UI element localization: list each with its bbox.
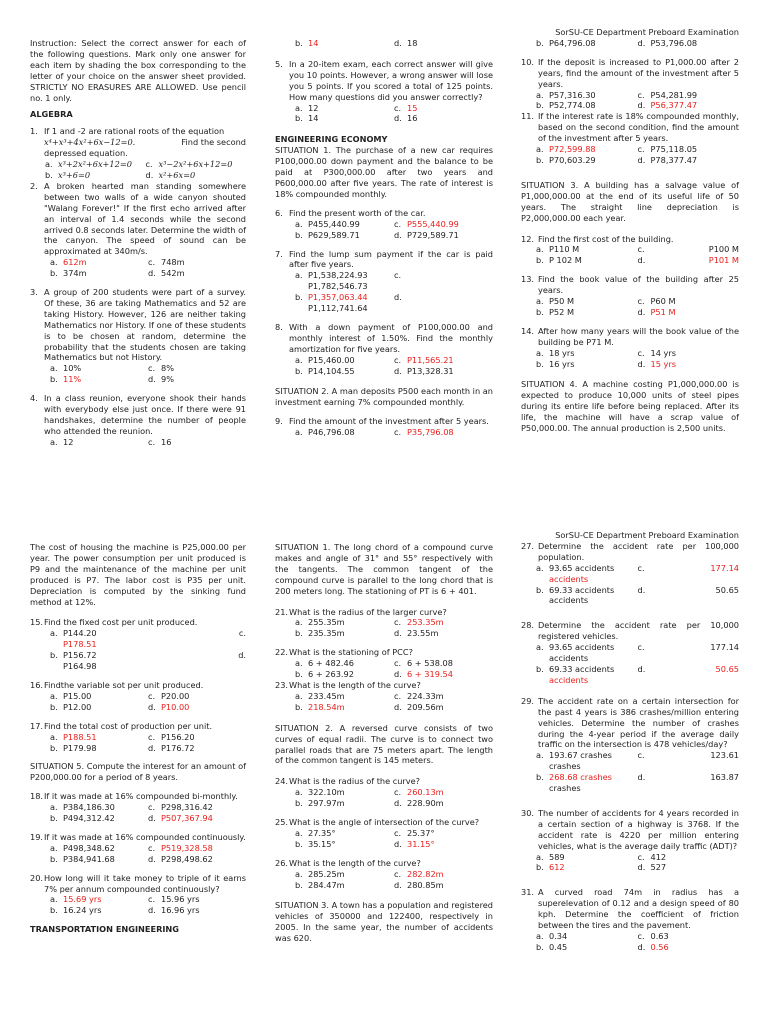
option-d[interactable]: P507,367.94 xyxy=(161,813,213,824)
option-d[interactable]: P164.98 xyxy=(63,661,97,672)
option-c[interactable]: P156.20 xyxy=(161,731,195,742)
question-18-options: a. P384,186.30 c. P298,316.42 b. P494,312.42 d. P507,367.94 xyxy=(50,802,213,824)
question-23: 23. What is the length of the curve? xyxy=(275,679,421,690)
option-d[interactable]: 163.87 xyxy=(710,772,739,783)
equation: x⁴+x³+4x²+6x−12=0. xyxy=(44,137,136,148)
situation-2-text: SITUATION 2. A man deposits P500 each month in an investment earning 7% compounded monthly. xyxy=(275,386,493,408)
situation-4-text: SITUATION 4. A machine costing P1,000,000.00 is expected to produce 10,000 units of steel pipes during its entire life before being replaced. After its life, the machine will have a scrap value of P50,000.00. The annual production is 2,500 units. xyxy=(521,379,739,434)
question-18: 18. If it was made at 16% compounded bi-monthly. xyxy=(30,791,238,802)
option-c[interactable]: 0.63 xyxy=(650,931,669,941)
question-16: 16. Findthe variable sot per unit produced. xyxy=(30,679,204,690)
question-7-options: a. P1,538,224.93 c. P1,782,546.73 b. P1,357,063.44 d. P1,112,741.64 xyxy=(295,270,402,314)
page2-column-2 xyxy=(275,542,493,944)
page1-column-1 xyxy=(30,38,246,448)
option-b[interactable]: x³+6=0 xyxy=(58,169,91,180)
question-26-options: a. 285.25m c. 282.82m b. 284.47m d. 280.85m xyxy=(295,868,444,890)
option-b[interactable]: 11% xyxy=(63,374,82,385)
question-7: 7. Find the lump sum payment if the car is paid after five years. xyxy=(275,248,493,270)
situation-4-continued: The cost of housing the machine is P25,000.00 per year. The power consumption per unit produced is P9 and the maintenance of the machine per unit produced is P7. The labor cost is P35 per unit. Depreciation is computed by the sinking fund method at 12%. xyxy=(30,542,246,607)
option-c[interactable]: 15.96 yrs xyxy=(161,894,200,905)
option-d[interactable]: P101 M xyxy=(708,255,739,266)
option-b[interactable]: P12.00 xyxy=(63,701,92,712)
option-d[interactable]: P56,377.47 xyxy=(650,100,698,111)
question-9-options-cont: b. P64,796.08 d. P53,796.08 xyxy=(536,37,698,48)
option-b[interactable]: 16.24 yrs xyxy=(63,905,102,916)
option-c[interactable]: 282.82m xyxy=(407,868,444,879)
option-d[interactable]: 31.15° xyxy=(407,838,435,849)
option-c[interactable]: 177.14 xyxy=(710,642,739,653)
option-a[interactable]: 612m xyxy=(63,257,87,268)
option-a[interactable]: 589 xyxy=(549,851,565,862)
option-b[interactable]: 35.15° xyxy=(308,838,336,849)
option-b[interactable]: P64,796.08 xyxy=(549,37,596,48)
option-a[interactable]: 233.45m xyxy=(308,690,345,701)
option-a[interactable]: 6 + 482.46 xyxy=(308,658,354,669)
option-b[interactable]: 297.97m xyxy=(308,798,345,809)
option-c[interactable]: 412 xyxy=(650,851,667,862)
instruction-text: Instruction: Select the correct answer for each of the following questions. Mark only one answer for each item by shading the box corresponding to the letter of your choice on the answer sheet provided. STRICTLY NO ERASURES ARE ALLOWED. Use pencil no. 1 only. xyxy=(30,38,246,103)
option-a[interactable]: P50 M xyxy=(549,296,575,307)
option-b[interactable]: P 102 M xyxy=(549,255,582,266)
option-d[interactable]: P1,112,741.64 xyxy=(308,303,368,314)
option-a[interactable]: P188.51 xyxy=(63,731,97,742)
option-c[interactable]: 16 xyxy=(161,436,172,447)
option-b[interactable]: 6 + 263.92 xyxy=(308,669,354,680)
question-10-options: a. P57,316.30 c. P54,281.99 b. P52,774.08 d. P56,377.47 xyxy=(536,89,698,111)
question-12: 12. Find the first cost of the building. xyxy=(521,233,674,244)
option-b[interactable]: 612 xyxy=(549,862,565,873)
option-b[interactable]: 69.33 accidents xyxy=(549,663,615,674)
option-b[interactable]: P70,603.29 xyxy=(549,154,596,165)
option-a[interactable]: P72,599.88 xyxy=(549,144,596,155)
page2-column-1 xyxy=(30,542,246,935)
question-12-options: a. P110 M c. P100 M b. P 102 M d. P101 M xyxy=(536,244,739,266)
question-11: 11. If the interest rate is 18% compounded monthly, based on the second condition, find the amount of the investment after 5 years. xyxy=(521,111,739,144)
question-20: 20. How long will it take money to triple of it earns 7% per annum compounded continuously? xyxy=(30,872,246,894)
option-d[interactable]: 15 yrs xyxy=(650,358,676,369)
option-b[interactable]: P494,312.42 xyxy=(63,813,115,824)
option-d[interactable]: 50.65 xyxy=(715,663,739,674)
option-a[interactable]: 15.69 yrs xyxy=(63,894,102,905)
question-24-options: a. 322.10m c. 260.13m b. 297.97m d. 228.90m xyxy=(295,787,444,809)
option-c[interactable]: P178.51 xyxy=(63,639,97,650)
option-d[interactable]: 228.90m xyxy=(407,798,444,809)
question-13-options: a. P50 M c. P60 M b. P52 M d. P51 M xyxy=(536,296,676,317)
option-d[interactable]: 16 xyxy=(407,113,418,124)
option-d[interactable]: P51 M xyxy=(650,306,676,317)
option-d[interactable]: P78,377.47 xyxy=(650,154,698,165)
question-15-options: a. P144.20 c. P178.51 b. P156.72 d. P164.98 xyxy=(50,628,246,672)
question-30-options: a. 589 c. 412 b. 612 d. 527 xyxy=(536,851,667,873)
option-b[interactable]: P14,104.55 xyxy=(308,365,355,376)
question-8-options: a. P15,460.00 c. P11,565.21 b. P14,104.55 d. P13,328.31 xyxy=(295,354,454,376)
option-d[interactable]: P53,796.08 xyxy=(650,37,698,48)
option-a[interactable]: x³+2x²+6x+12=0 xyxy=(58,159,132,170)
question-22-options: a. 6 + 482.46 c. 6 + 538.08 b. 6 + 263.92 d. 6 + 319.54 xyxy=(295,658,453,680)
option-a[interactable]: 322.10m xyxy=(308,787,345,798)
option-a[interactable]: P15.00 xyxy=(63,690,92,701)
option-b[interactable]: 16 yrs xyxy=(549,358,575,369)
option-b[interactable]: P179.98 xyxy=(63,742,97,753)
option-a[interactable]: 193.67 crashes xyxy=(549,750,612,761)
option-b[interactable]: 284.47m xyxy=(308,879,345,890)
transport-situation-2-text: SITUATION 2. A reversed curve consists of two curves of equal radii. The curve is to connect two parallel roads that are 75 meters apart. The length of the common tangent is 145 meters. xyxy=(275,722,493,766)
option-b[interactable]: 14 xyxy=(308,113,319,124)
question-22: 22. What is the stationing of PCC? xyxy=(275,647,413,658)
option-a[interactable]: 285.25m xyxy=(308,868,345,879)
question-20-options: a. 15.69 yrs c. 15.96 yrs b. 16.24 yrs d. 16.96 yrs xyxy=(50,894,200,916)
question-3-options: a. 10% c. 8% b. 11% d. 9% xyxy=(50,363,174,385)
option-b[interactable]: P1,357,063.44 xyxy=(308,292,368,303)
page2-column-3 xyxy=(521,530,739,953)
question-1: 1. If 1 and -2 are rational roots of the equation x⁴+x³+4x²+6x−12=0. Find the second depressed equation. xyxy=(30,126,246,159)
option-a[interactable]: P144.20 xyxy=(63,628,97,639)
option-c[interactable]: P35,796.08 xyxy=(407,427,454,438)
option-d[interactable]: 50.65 xyxy=(715,584,739,595)
question-1-options: a. x³+2x²+6x+12=0 c. x³−2x²+6x+12=0 b. x³+6=0 d. x²+6x=0 xyxy=(45,159,233,180)
option-b[interactable]: 268.68 crashes xyxy=(549,772,612,783)
question-11-options: a. P72,599.88 c. P75,118.05 b. P70,603.29 d. P78,377.47 xyxy=(536,144,698,165)
question-6-options: a. P455,440.99 c. P555,440.99 b. P629,589.71 d. P729,589.71 xyxy=(295,218,459,240)
page1-column-2 xyxy=(275,38,493,438)
question-2: 2. A broken hearted man standing somewhere between two walls of a wide canyon shouted "Walang Forever!" If the first echo arrived after an interval of 1.4 seconds while the second arrived 0.8 seconds later. Determine the width of the canyon. The speed of sound can be approximated at 340m/s. xyxy=(30,180,246,257)
situation-1-text: SITUATION 1. The purchase of a new car requires P100,000.00 down payment and the balance to be paid at P300,000.00 after two years and P600,000.00 after five years. The rate of interest is 18% compounded monthly. xyxy=(275,145,493,199)
option-c[interactable]: P100 M xyxy=(708,244,739,255)
option-b[interactable]: 235.35m xyxy=(308,628,345,639)
option-d[interactable]: 16.96 yrs xyxy=(161,905,200,916)
option-b[interactable]: P156.72 xyxy=(63,650,97,661)
question-27-options: a. 93.65 accidents c. 177.14 accidents b. 69.33 accidents d. 50.65 accidents xyxy=(536,562,739,606)
option-a[interactable]: P110 M xyxy=(549,244,580,255)
question-3: 3. A group of 200 students were part of a survey. Of these, 36 are taking Mathematics and 52 are taking History. However, 126 are neither taking Mathematics nor History. If one of these students is to be chosen at random, determine the probability that the students chosen are taking Mathematics but not History. xyxy=(30,287,246,363)
option-c[interactable]: 6 + 538.08 xyxy=(407,658,453,669)
option-b[interactable]: P629,589.71 xyxy=(308,229,360,240)
question-23-options: a. 233.45m c. 224.33m b. 218.54m d. 209.56m xyxy=(295,690,444,712)
option-d[interactable]: x²+6x=0 xyxy=(158,169,196,180)
option-d[interactable]: P298,498.62 xyxy=(161,853,213,864)
question-28-options: a. 93.65 accidents c. 177.14 accidents b. 69.33 accidents d. 50.65 accidents xyxy=(536,642,739,685)
question-9-options: a. P46,796.08 c. P35,796.08 xyxy=(295,427,454,438)
option-a[interactable]: P455,440.99 xyxy=(308,218,360,229)
question-19-options: a. P498,348.62 c. P519,328.58 b. P384,941.68 d. P298,498.62 xyxy=(50,842,213,864)
question-16-options: a. P15.00 c. P20.00 b. P12.00 d. P10.00 xyxy=(50,690,190,712)
question-24: 24. What is the radius of the curve? xyxy=(275,776,421,787)
question-14: 14. After how many years will the book value of the building be P71 M. xyxy=(521,325,739,347)
question-29-options: a. 193.67 crashes c. 123.61 crashes b. 268.68 crashes d. 163.87 crashes xyxy=(536,750,739,794)
option-d[interactable]: 527 xyxy=(650,862,667,873)
option-c[interactable]: P555,440.99 xyxy=(407,218,459,229)
question-31: 31. A curved road 74m in radius has a superelevation of 0.12 and a design speed of 80 kph. Determine the coefficient of friction between the tires and the pavement. xyxy=(521,887,739,931)
transport-situation-1-text: SITUATION 1. The long chord of a compound curve makes and angle of 31° and 55° respectively with the tangents. The common tangent of the compound curve is parallel to the long chord that is 200 meters long. The stationing of PT is 6 + 401. xyxy=(275,542,493,596)
option-b[interactable]: 0.45 xyxy=(549,941,568,952)
option-c[interactable]: P60 M xyxy=(650,296,676,307)
transport-situation-3-text: SITUATION 3. A town has a population and registered vehicles of 350000 and 122400, respectively in 2005. In the same year, the number of accidents was 620. xyxy=(275,900,493,944)
option-a[interactable]: P384,186.30 xyxy=(63,802,115,813)
option-b[interactable]: 374m xyxy=(63,268,87,279)
exam-header-page-2: SorSU-CE Department Preboard Examination xyxy=(555,530,739,540)
option-d[interactable]: 280.85m xyxy=(407,879,444,890)
question-27: 27. Determine the accident rate per 100,000 population. xyxy=(521,540,739,562)
question-17: 17. Find the total cost of production per unit. xyxy=(30,720,213,731)
option-d[interactable]: 542m xyxy=(161,268,185,279)
option-d[interactable]: 9% xyxy=(161,374,174,385)
option-b[interactable]: P52,774.08 xyxy=(549,100,596,111)
option-d[interactable]: P729,589.71 xyxy=(407,229,459,240)
section-title-transportation: TRANSPORTATION ENGINEERING xyxy=(30,924,179,935)
option-a[interactable]: 12 xyxy=(63,436,74,447)
option-d[interactable]: P10.00 xyxy=(161,701,190,712)
option-c[interactable]: 224.33m xyxy=(407,690,444,701)
question-29: 29. The accident rate on a certain intersection for the past 4 years is 386 crashes/million entering vehicles. Determine the number of crashes during the 4-year period if the average daily traffic on the intersection is 478 vehicles/day? xyxy=(521,695,739,750)
question-4: 4. In a class reunion, everyone shook their hands with everybody else just once. If there were 91 handshakes, determine the number of people who attended the reunion. xyxy=(30,393,246,436)
question-9: 9. Find the amount of the investment after 5 years. xyxy=(275,416,489,427)
question-14-options: a. 18 yrs c. 14 yrs b. 16 yrs d. 15 yrs xyxy=(536,347,676,369)
option-b[interactable]: 69.33 accidents xyxy=(549,584,615,595)
question-6: 6. Find the present worth of the car. xyxy=(275,207,426,218)
section-title-engineering-economy: ENGINEERING ECONOMY xyxy=(275,134,388,145)
option-b[interactable]: P384,941.68 xyxy=(63,853,115,864)
question-25-options: a. 27.35° c. 25.37° b. 35.15° d. 31.15° xyxy=(295,827,435,849)
question-5: 5. In a 20-item exam, each correct answer will give you 10 points. However, a wrong answer will lose you 5 points. If you scored a total of 125 points. How many questions did you answer correctly? xyxy=(275,58,493,102)
section-title-algebra: ALGEBRA xyxy=(30,109,73,120)
page1-column-3 xyxy=(521,27,739,434)
option-c[interactable]: 260.13m xyxy=(407,787,444,798)
option-a[interactable]: P498,348.62 xyxy=(63,842,115,853)
option-c[interactable]: P1,782,546.73 xyxy=(308,281,368,292)
situation-5-text: SITUATION 5. Compute the interest for an amount of P200,000.00 for a period of 8 years. xyxy=(30,761,246,783)
option-d[interactable]: P176.72 xyxy=(161,742,195,753)
question-25: 25. What is the angle of intersection of the curve? xyxy=(275,817,480,828)
question-30: 30. The number of accidents for 4 years recorded in a certain section of a highway is 3768. If the accident rate is 4220 per million entering vehicles, what is the average daily traffic (ADT)? xyxy=(521,807,739,851)
question-19: 19. If it was made at 16% compounded continuously. xyxy=(30,831,246,842)
option-a[interactable]: 93.65 accidents xyxy=(549,562,615,573)
question-4-options-cont: b. 14 d. 18 xyxy=(295,38,418,48)
option-a[interactable]: 18 yrs xyxy=(549,347,575,358)
option-d[interactable]: 6 + 319.54 xyxy=(407,669,453,680)
option-b[interactable]: 14 xyxy=(308,38,319,48)
option-d[interactable]: 23.55m xyxy=(407,628,439,639)
option-a[interactable]: P57,316.30 xyxy=(549,89,596,100)
question-5-options: a. 12 c. 15 b. 14 d. 16 xyxy=(295,102,418,124)
option-c[interactable]: 748m xyxy=(161,257,185,268)
option-c[interactable]: P75,118.05 xyxy=(650,144,698,155)
option-b[interactable]: 218.54m xyxy=(308,701,345,712)
option-c[interactable]: P519,328.58 xyxy=(161,842,213,853)
option-a[interactable]: 255.35m xyxy=(308,617,345,628)
question-26: 26. What is the length of the curve? xyxy=(275,857,421,868)
question-4-options: a. 12 c. 16 xyxy=(50,436,172,447)
option-d[interactable]: 0.56 xyxy=(650,941,669,952)
option-b[interactable]: P52 M xyxy=(549,306,575,317)
option-a[interactable]: 12 xyxy=(308,102,319,113)
option-c[interactable]: x³−2x²+6x+12=0 xyxy=(158,159,233,170)
option-c[interactable]: P11,565.21 xyxy=(407,354,454,365)
question-28: 28. Determine the accident rate per 10,000 registered vehicles. xyxy=(521,620,739,642)
option-d[interactable]: P13,328.31 xyxy=(407,365,454,376)
option-a[interactable]: 0.34 xyxy=(549,931,568,941)
option-c[interactable]: 8% xyxy=(161,363,174,374)
question-31-options: a. 0.34 c. 0.63 b. 0.45 d. 0.56 xyxy=(536,931,669,952)
question-21-options: a. 255.35m c. 253.35m b. 235.35m d. 23.55m xyxy=(295,617,444,639)
option-a[interactable]: 27.35° xyxy=(308,827,336,838)
option-c[interactable]: 14 yrs xyxy=(650,347,676,358)
option-d[interactable]: 18 xyxy=(407,38,418,48)
option-c[interactable]: 15 xyxy=(407,102,418,113)
option-c[interactable]: P298,316.42 xyxy=(161,802,213,813)
question-10: 10. If the deposit is increased to P1,000.00 after 2 years, find the amount of the investment after 5 years. xyxy=(521,56,739,89)
question-8: 8. With a down payment of P100,000.00 and monthly interest of 1.50%. Find the monthly amortization for five years. xyxy=(275,321,493,354)
option-a[interactable]: P46,796.08 xyxy=(308,427,355,438)
option-c[interactable]: P54,281.99 xyxy=(650,89,698,100)
option-c[interactable]: 25.37° xyxy=(407,827,435,838)
exam-header: SorSU-CE Department Preboard Examination xyxy=(555,27,739,37)
question-21: 21. What is the radius of the larger curve? xyxy=(275,606,447,617)
option-a[interactable]: P15,460.00 xyxy=(308,354,355,365)
exam-page-2 xyxy=(0,512,768,1024)
situation-3-text: SITUATION 3. A building has a salvage value of P1,000,000.00 at the end of its useful life of 50 years. The straight line depreciation is P2,000,000.00 each year. xyxy=(521,179,739,223)
question-17-options: a. P188.51 c. P156.20 b. P179.98 d. P176.72 xyxy=(50,731,195,753)
option-c[interactable]: 177.14 xyxy=(710,562,739,573)
question-15: 15. Find the fixed cost per unit produced. xyxy=(30,617,198,628)
option-a[interactable]: 93.65 accidents xyxy=(549,642,615,653)
option-c[interactable]: 123.61 xyxy=(710,750,739,761)
option-a[interactable]: 10% xyxy=(63,363,82,374)
option-c[interactable]: P20.00 xyxy=(161,690,190,701)
question-13: 13. Find the book value of the building after 25 years. xyxy=(521,274,739,296)
question-2-options: a. 612m c. 748m b. 374m d. 542m xyxy=(50,257,185,279)
option-d[interactable]: 209.56m xyxy=(407,701,444,712)
option-a[interactable]: P1,538,224.93 xyxy=(308,270,368,281)
option-c[interactable]: 253.35m xyxy=(407,617,444,628)
